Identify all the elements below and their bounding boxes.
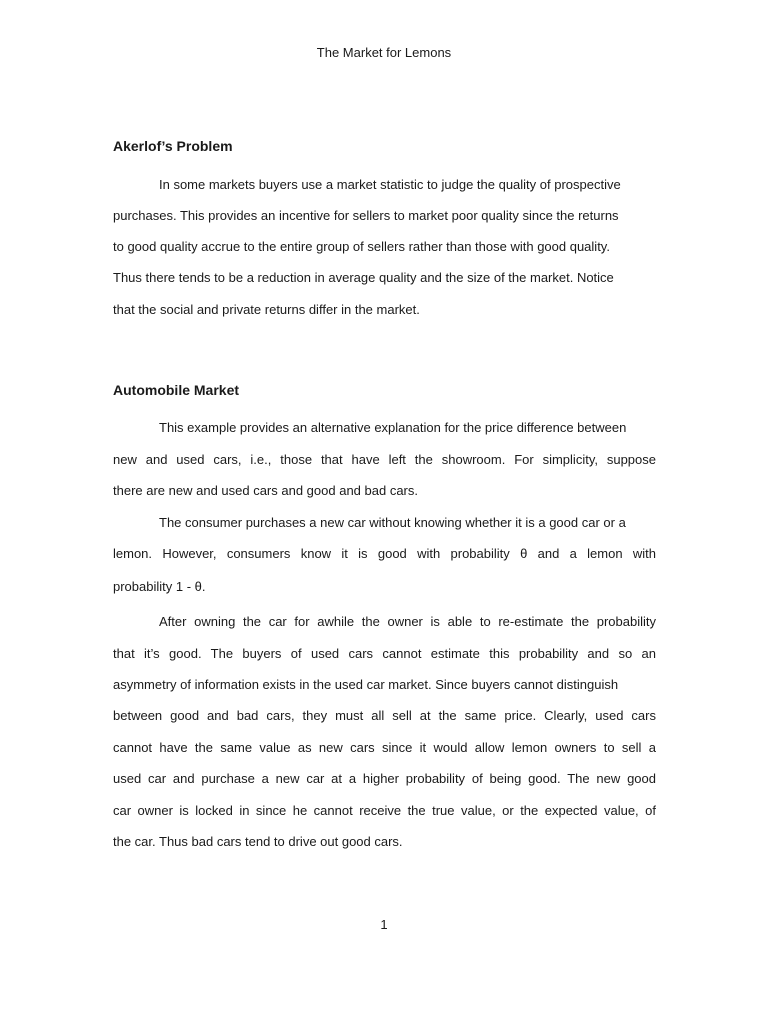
section-heading-automobile-market: Automobile Market: [113, 382, 240, 398]
running-header: The Market for Lemons: [316, 45, 452, 60]
paragraph-line: asymmetry of information exists in the used car market. Since buyers cannot distinguish: [113, 677, 619, 692]
paragraph-line: that the social and private returns differ in the market.: [113, 302, 420, 317]
paragraph-line: Thus there tends to be a reduction in average quality and the size of the market. Notice: [113, 270, 614, 285]
section-heading-akerlof: Akerlof’s Problem: [113, 138, 233, 154]
paragraph-line: cannot have the same value as new cars since it would allow lemon owners to sell a: [113, 740, 656, 755]
paragraph-line: After owning the car for awhile the owner is able to re-estimate the probability: [159, 614, 656, 629]
paragraph-line: that it’s good. The buyers of used cars cannot estimate this probability and so an: [113, 646, 656, 661]
paragraph-line: to good quality accrue to the entire group of sellers rather than those with good quality.: [113, 239, 610, 254]
paragraph-line: In some markets buyers use a market statistic to judge the quality of prospective: [159, 177, 621, 192]
paragraph-line: the car. Thus bad cars tend to drive out good cars.: [113, 834, 403, 849]
paragraph-line: This example provides an alternative explanation for the price difference between: [159, 420, 627, 435]
paragraph-line: lemon. However, consumers know it is good with probability θ and a lemon with: [113, 546, 656, 561]
paragraph-line: purchases. This provides an incentive for sellers to market poor quality since the returns: [113, 208, 619, 223]
paragraph-line: there are new and used cars and good and bad cars.: [113, 483, 418, 498]
paragraph-line: The consumer purchases a new car without knowing whether it is a good car or a: [159, 515, 626, 530]
paragraph-line: between good and bad cars, they must all sell at the same price. Clearly, used cars: [113, 708, 656, 723]
paragraph-line: new and used cars, i.e., those that have left the showroom. For simplicity, suppose: [113, 452, 656, 467]
page-number: 1: [380, 917, 388, 932]
paragraph-line: used car and purchase a new car at a higher probability of being good. The new good: [113, 771, 656, 786]
paragraph-line: probability 1 - θ.: [113, 579, 206, 594]
paragraph-line: car owner is locked in since he cannot receive the true value, or the expected value, of: [113, 803, 656, 818]
